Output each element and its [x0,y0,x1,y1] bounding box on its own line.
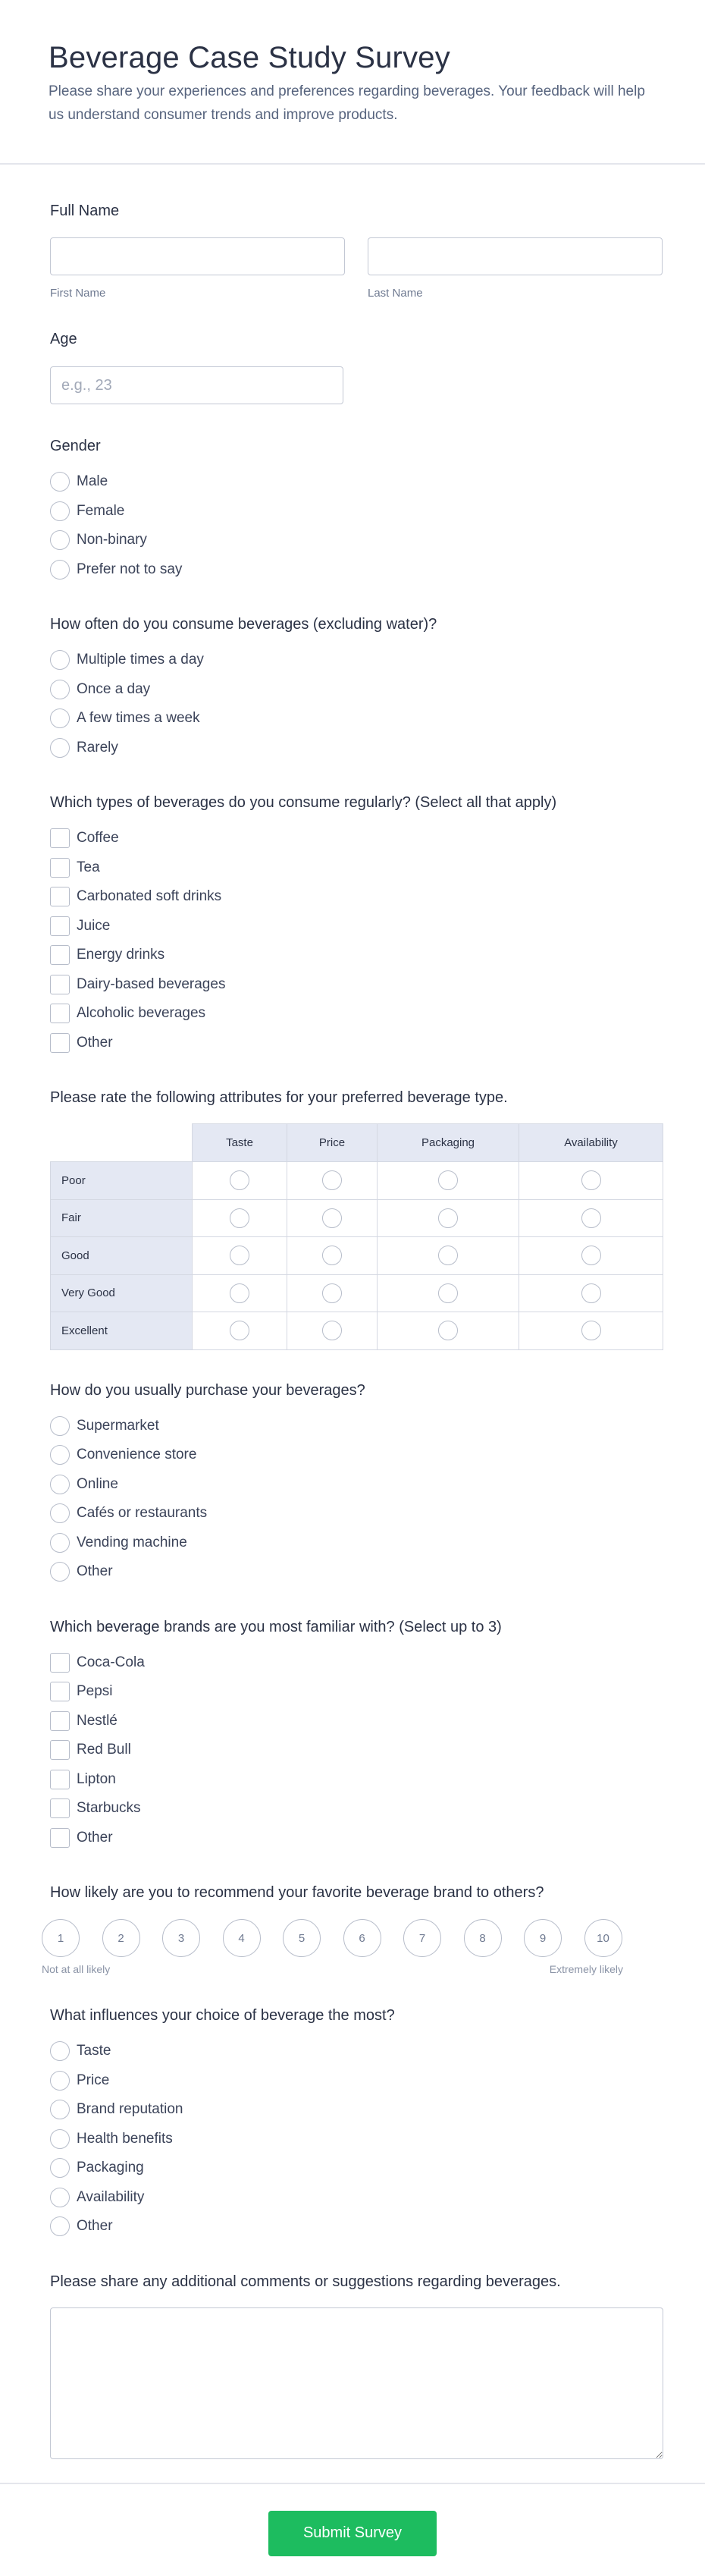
comments-label: Please share any additional comments or suggestions regarding beverages. [50,2273,561,2290]
radio-button[interactable] [581,1321,601,1340]
checkbox[interactable] [50,1004,70,1023]
checkbox[interactable] [50,828,70,848]
matrix-cell [193,1274,287,1312]
radio-button[interactable] [438,1321,458,1340]
matrix-row-header: Good [51,1237,193,1275]
beverage-type-option[interactable]: Dairy-based beverages [50,970,663,1000]
scale-option[interactable]: 1 [42,1919,80,1957]
age-label: Age [50,331,77,347]
scale-high-label: Extremely likely [549,1963,623,1975]
age-section [0,331,705,404]
matrix-cell [287,1199,378,1237]
influence-option[interactable]: Price [50,2066,663,2096]
scale-option[interactable]: 2 [102,1919,140,1957]
recommend-scale [42,1919,663,1957]
beverage-type-option[interactable]: Other [50,1029,663,1058]
beverage-type-option[interactable]: Carbonated soft drinks [50,882,663,912]
rating-matrix-label: Please rate the following attributes for your preferred beverage type. [50,1089,508,1106]
matrix-corner [51,1124,193,1162]
gender-label: Gender [50,438,101,454]
radio-button[interactable] [230,1208,249,1228]
radio-button[interactable] [50,472,70,492]
scale-option[interactable]: 7 [403,1919,441,1957]
scale-option[interactable]: 3 [162,1919,200,1957]
radio-button[interactable] [322,1208,342,1228]
scale-option[interactable]: 8 [464,1919,502,1957]
radio-button[interactable] [581,1283,601,1303]
radio-button[interactable] [438,1246,458,1265]
radio-button[interactable] [50,2188,70,2207]
radio-button[interactable] [50,2129,70,2149]
radio-button[interactable] [438,1283,458,1303]
beverage-type-option[interactable]: Alcoholic beverages [50,999,663,1029]
gender-section [0,438,705,584]
radio-button[interactable] [50,2216,70,2236]
age-input[interactable] [50,366,343,404]
matrix-cell [287,1312,378,1350]
frequency-label: How often do you consume beverages (excluding water)? [50,616,437,633]
gender-option[interactable]: Prefer not to say [50,555,663,585]
full-name-label: Full Name [50,203,120,219]
matrix-cell [378,1312,519,1350]
purchase-option[interactable]: Vending machine [50,1528,663,1558]
purchase-option[interactable]: Other [50,1557,663,1587]
matrix-column-header: Packaging [378,1124,519,1162]
form-footer [0,2483,705,2556]
brand-option[interactable]: Red Bull [50,1736,663,1765]
matrix-cell [193,1199,287,1237]
matrix-cell [519,1237,663,1275]
matrix-column-header: Availability [519,1124,663,1162]
influence-option[interactable]: Brand reputation [50,2095,663,2125]
frequency-section [0,616,705,762]
matrix-cell [519,1274,663,1312]
radio-button[interactable] [50,2071,70,2091]
scale-option[interactable]: 4 [223,1919,261,1957]
scale-low-label: Not at all likely [42,1963,111,1975]
influence-option[interactable]: Health benefits [50,2125,663,2154]
influence-option[interactable]: Packaging [50,2153,663,2183]
scale-option[interactable]: 9 [524,1919,562,1957]
scale-option[interactable]: 6 [343,1919,381,1957]
full-name-section [0,203,705,300]
radio-button[interactable] [438,1170,458,1190]
matrix-cell [193,1237,287,1275]
scale-option[interactable]: 5 [283,1919,321,1957]
radio-button[interactable] [230,1321,249,1340]
checkbox[interactable] [50,945,70,965]
radio-button[interactable] [322,1170,342,1190]
matrix-column-header: Taste [193,1124,287,1162]
beverage-type-option[interactable]: Tea [50,853,663,883]
radio-button[interactable] [581,1246,601,1265]
brands-section [0,1619,705,1853]
beverage-type-option[interactable]: Juice [50,912,663,941]
radio-button[interactable] [581,1208,601,1228]
influence-option[interactable]: Availability [50,2183,663,2213]
radio-button[interactable] [581,1170,601,1190]
matrix-cell [378,1199,519,1237]
matrix-row-header: Very Good [51,1274,193,1312]
gender-option[interactable]: Male [50,467,663,497]
brand-option[interactable]: Pepsi [50,1677,663,1707]
beverage-type-option[interactable]: Energy drinks [50,941,663,970]
last-name-sublabel: Last Name [368,287,423,300]
matrix-row [51,1199,663,1237]
purchase-option[interactable]: Convenience store [50,1440,663,1470]
radio-button[interactable] [50,1562,70,1582]
checkbox[interactable] [50,916,70,936]
checkbox[interactable] [50,1798,70,1818]
scale-labels [42,1963,623,1975]
gender-option[interactable]: Female [50,497,663,526]
matrix-cell [519,1312,663,1350]
scale-option[interactable]: 10 [584,1919,622,1957]
brand-option[interactable]: Coca-Cola [50,1648,663,1678]
matrix-cell [193,1312,287,1350]
radio-button[interactable] [50,1445,70,1465]
purchase-options [50,1412,663,1587]
matrix-row-header: Fair [51,1199,193,1237]
beverage-types-section [0,794,705,1057]
brands-label: Which beverage brands are you most familiar with? (Select up to 3) [50,1618,502,1635]
purchase-option[interactable]: Cafés or restaurants [50,1499,663,1528]
matrix-cell [287,1274,378,1312]
comments-textarea[interactable] [50,2307,663,2459]
rating-matrix-section [0,1089,705,1350]
matrix-cell [378,1237,519,1275]
brand-option[interactable]: Nestlé [50,1707,663,1736]
radio-button[interactable] [50,708,70,728]
radio-button[interactable] [50,2100,70,2119]
frequency-option[interactable]: Rarely [50,734,663,763]
matrix-cell [287,1162,378,1200]
radio-button[interactable] [50,1503,70,1523]
matrix-row [51,1312,663,1350]
purchase-label: How do you usually purchase your beverages? [50,1381,365,1399]
checkbox[interactable] [50,1770,70,1789]
recommend-section [0,1884,705,1975]
survey-header [0,0,705,165]
brand-option[interactable]: Lipton [50,1765,663,1795]
radio-button[interactable] [50,738,70,758]
radio-button[interactable] [50,1416,70,1436]
radio-button[interactable] [50,2041,70,2061]
matrix-cell [378,1274,519,1312]
purchase-option[interactable]: Online [50,1470,663,1500]
checkbox[interactable] [50,1653,70,1673]
brand-option[interactable]: Starbucks [50,1794,663,1824]
last-name-input[interactable] [368,237,663,275]
page-description: Please share your experiences and preferences regarding beverages. Your feedback will help us understand consumer trends and improve products. [49,83,645,123]
first-name-sublabel: First Name [50,287,106,300]
frequency-options [50,646,663,762]
matrix-row [51,1162,663,1200]
brands-options [50,1648,663,1853]
matrix-row [51,1274,663,1312]
frequency-option[interactable]: Once a day [50,675,663,705]
radio-button[interactable] [50,560,70,580]
radio-button[interactable] [50,650,70,670]
frequency-option[interactable]: Multiple times a day [50,646,663,675]
purchase-option[interactable]: Supermarket [50,1412,663,1441]
checkbox[interactable] [50,1740,70,1760]
beverage-type-option[interactable]: Coffee [50,824,663,853]
matrix-row-header: Poor [51,1162,193,1200]
radio-button[interactable] [50,1475,70,1494]
beverage-types-options [50,824,663,1057]
checkbox[interactable] [50,1033,70,1053]
matrix-cell [519,1162,663,1200]
radio-button[interactable] [50,680,70,699]
radio-button[interactable] [50,1533,70,1553]
matrix-cell [519,1199,663,1237]
rating-matrix [50,1123,663,1350]
matrix-row-header: Excellent [51,1312,193,1350]
radio-button[interactable] [230,1246,249,1265]
influence-options [50,2037,663,2241]
influence-option[interactable]: Other [50,2212,663,2241]
checkbox[interactable] [50,1711,70,1731]
radio-button[interactable] [322,1283,342,1303]
radio-button[interactable] [50,501,70,521]
radio-button[interactable] [230,1170,249,1190]
gender-option[interactable]: Non-binary [50,526,663,555]
checkbox[interactable] [50,975,70,994]
radio-button[interactable] [322,1246,342,1265]
checkbox[interactable] [50,887,70,906]
checkbox[interactable] [50,858,70,878]
comments-section [0,2273,705,2463]
radio-button[interactable] [230,1283,249,1303]
matrix-row [51,1237,663,1275]
radio-button[interactable] [50,2158,70,2178]
matrix-cell [378,1162,519,1200]
influence-label: What influences your choice of beverage the most? [50,2007,395,2024]
first-name-input[interactable] [50,237,345,275]
matrix-cell [193,1162,287,1200]
gender-options [50,467,663,584]
radio-button[interactable] [322,1321,342,1340]
recommend-label: How likely are you to recommend your favorite beverage brand to others? [50,1884,544,1901]
checkbox[interactable] [50,1828,70,1848]
influence-option[interactable]: Taste [50,2037,663,2066]
beverage-types-label: Which types of beverages do you consume regularly? (Select all that apply) [50,794,557,811]
matrix-cell [287,1237,378,1275]
page-title: Beverage Case Study Survey [49,41,450,74]
submit-button[interactable]: Submit Survey [268,2511,437,2556]
checkbox[interactable] [50,1682,70,1701]
radio-button[interactable] [50,530,70,550]
frequency-option[interactable]: A few times a week [50,704,663,734]
matrix-column-header: Price [287,1124,378,1162]
purchase-section [0,1382,705,1587]
radio-button[interactable] [438,1208,458,1228]
influence-section [0,2007,705,2241]
brand-option[interactable]: Other [50,1824,663,1853]
